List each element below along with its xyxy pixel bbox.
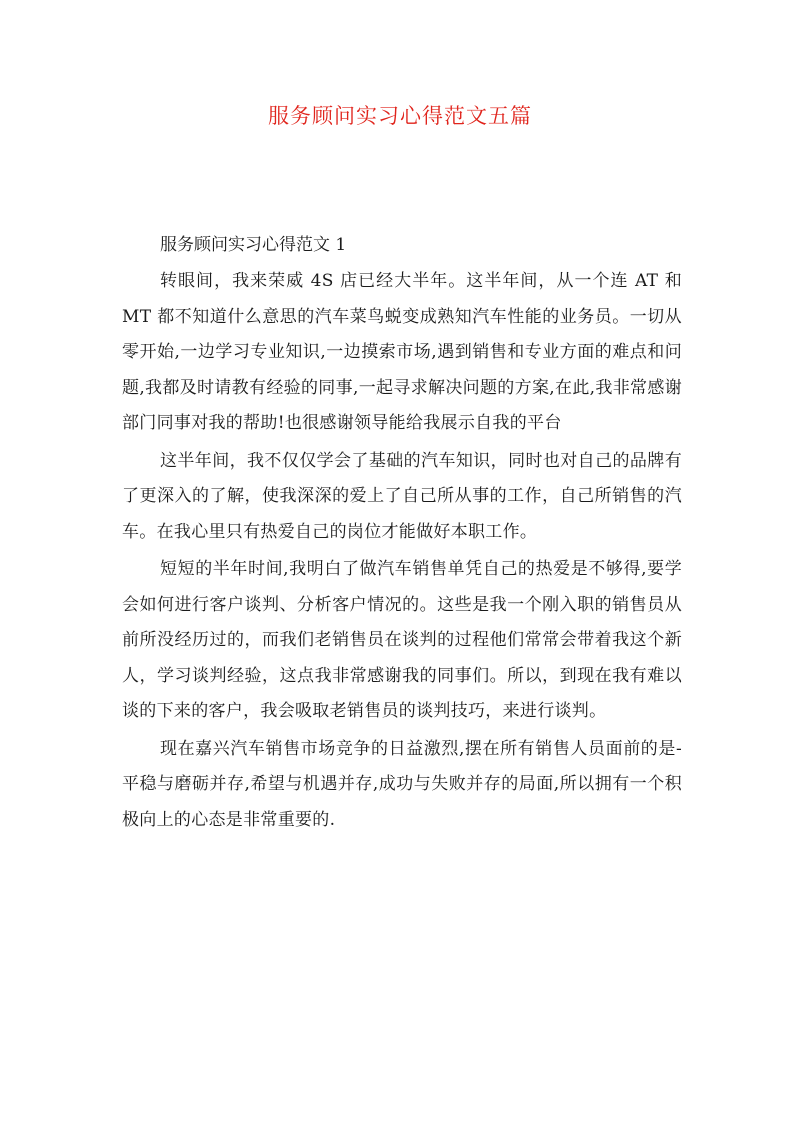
paragraph-4: 现在嘉兴汽车销售市场竞争的日益激烈,摆在所有销售人员面前的是-平稳与磨砺并存,希望与机遇并存,成功与失败并存的局面,所以拥有一个积极向上的心态是非常重要的. <box>122 738 682 830</box>
paragraph-3: 短短的半年时间,我明白了做汽车销售单凭自己的热爱是不够得,要学会如何进行客户谈判、分析客户情况的。这些是我一个刚入职的销售员从前所没经历过的，而我们老销售员在谈判的过程他们常常会带着我这个新人，学习谈判经验，这点我非常感谢我的同事们。所以，到现在我有难以谈的下来的客户，我会吸取老销售员的谈判技巧，来进行谈判。 <box>122 559 682 721</box>
paragraph-2: 这半年间，我不仅仅学会了基础的汽车知识，同时也对自己的品牌有了更深入的了解，使我深深的爱上了自己所从事的工作，自己所销售的汽车。在我心里只有热爱自己的岗位才能做好本职工作。 <box>122 450 682 542</box>
paragraph-1: 转眼间，我来荣威 4S 店已经大半年。这半年间，从一个连 AT 和 MT 都不知道什么意思的汽车菜鸟蜕变成熟知汽车性能的业务员。一切从零开始,一边学习专业知识,一边摸索市场,遇到销售和专业方面的难点和问题,我都及时请教有经验的同事,一起寻求解决问题的方案,在此,我非常感谢部门同事对我的帮助!也很感谢领导能给我展示自我的平台 <box>122 271 682 433</box>
document-body <box>122 228 682 838</box>
document-title: 服务顾问实习心得范文五篇 <box>268 104 532 128</box>
section-heading: 服务顾问实习心得范文 1 <box>160 235 347 255</box>
